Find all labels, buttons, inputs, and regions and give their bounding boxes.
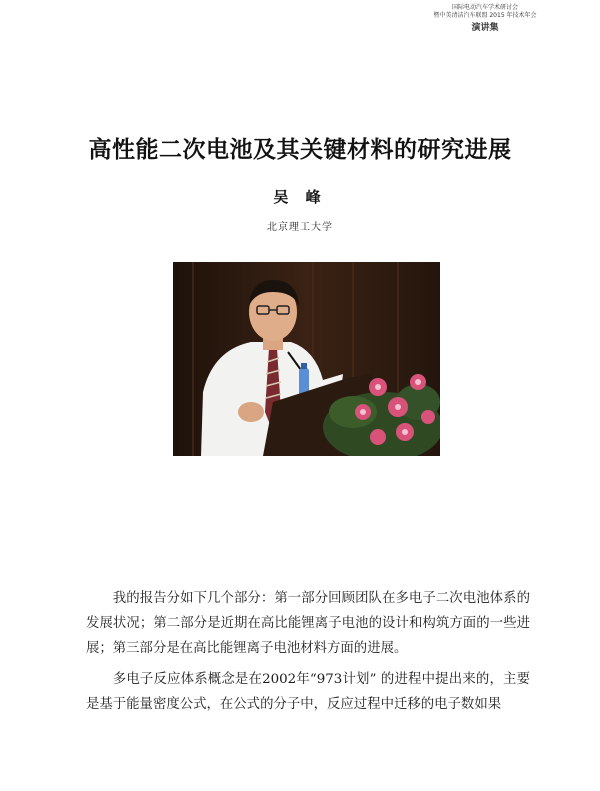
header-conference-name: 国际电动汽车学术研讨会 xyxy=(451,4,518,11)
running-header xyxy=(410,4,560,35)
speaker-photo xyxy=(173,262,440,456)
body-paragraph-1: 我的报告分如下几个部分：第一部分回顾团队在多电子二次电池体系的发展状况；第二部分是近期在高比能锂离子电池的设计和构筑方面的一些进展；第三部分是在高比能锂离子电池材料方面的进展。 xyxy=(86,591,530,656)
body-paragraph-2: 多电子反应体系概念是在2002年“973计划” 的进程中提出来的，主要是基于能量密度公式，在公式的分子中，反应过程中迁移的电子数如果 xyxy=(86,672,530,712)
header-section-name: 演讲集 xyxy=(471,23,499,33)
header-conference-subtitle: 暨中美清洁汽车联盟 2015 年技术年会 xyxy=(433,12,537,19)
author-name: 吴 峰 xyxy=(273,188,327,206)
article-title: 高性能二次电池及其关键材料的研究进展 xyxy=(88,137,512,163)
author-affiliation: 北京理工大学 xyxy=(267,222,333,233)
